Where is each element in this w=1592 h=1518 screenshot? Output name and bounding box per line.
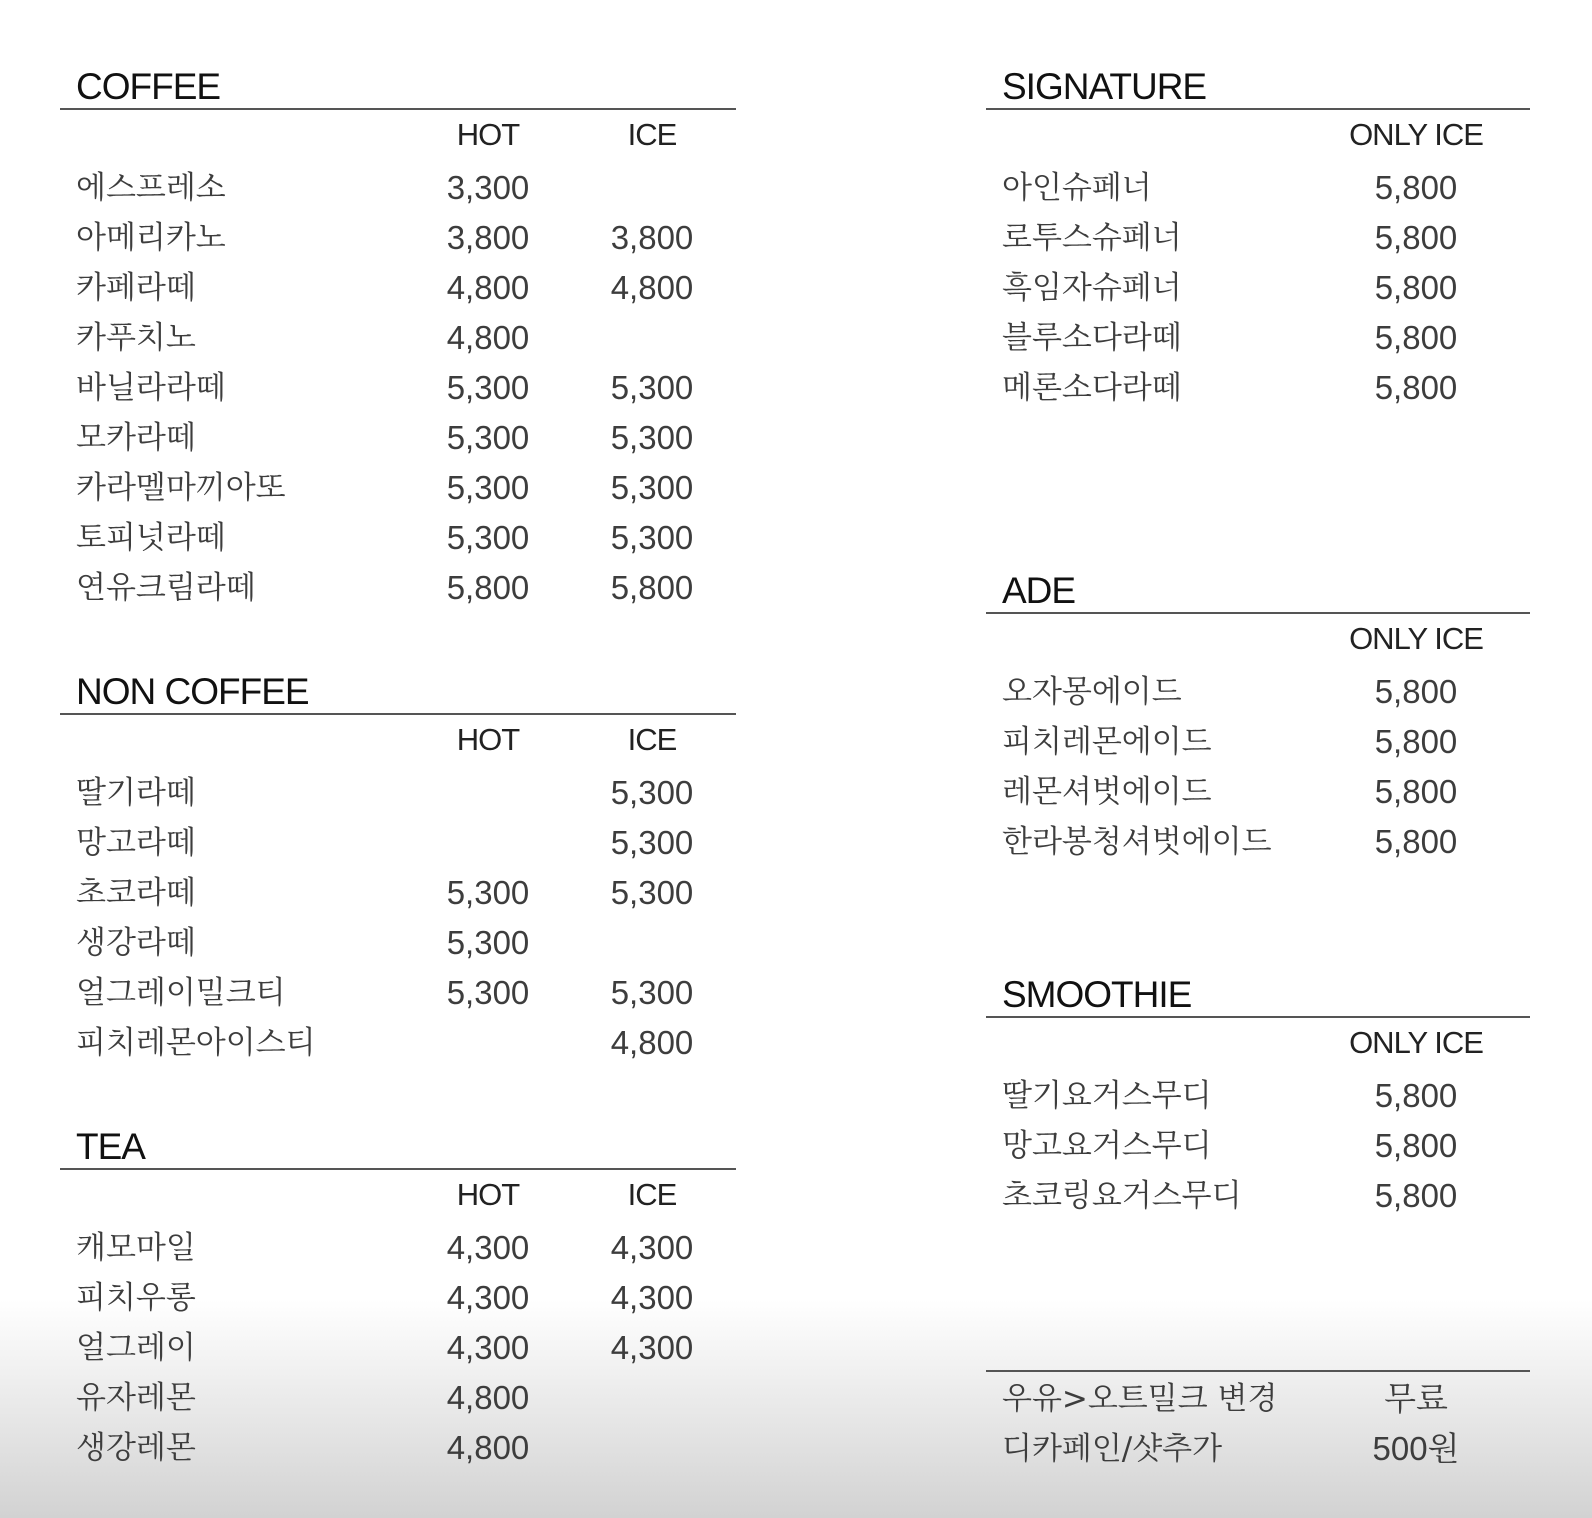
item-price: 5,800 — [1374, 1177, 1458, 1214]
item-price: 5,800 — [1374, 673, 1458, 710]
item-price: 5,800 — [1374, 723, 1458, 760]
ice-price: 3,800 — [610, 219, 694, 256]
ice-price: 4,300 — [610, 1279, 694, 1316]
item-price: 5,800 — [1374, 169, 1458, 206]
non-coffee-divider — [60, 713, 736, 715]
item-price: 5,800 — [1374, 773, 1458, 810]
item-price: 5,800 — [1374, 1127, 1458, 1164]
hot-price: 5,300 — [446, 874, 530, 911]
item-name: 메론소다라떼 — [1002, 370, 1182, 406]
item-name: 생강레몬 — [76, 1430, 196, 1466]
smoothie-divider — [986, 1016, 1530, 1018]
item-price: 5,800 — [1374, 369, 1458, 406]
item-name: 피치레몬에이드 — [1002, 724, 1212, 760]
item-name: 유자레몬 — [76, 1380, 196, 1416]
tea-hot-header: HOT — [456, 1177, 520, 1212]
hot-price: 5,300 — [446, 974, 530, 1011]
hot-price: 3,800 — [446, 219, 530, 256]
tea-title: TEA — [76, 1126, 145, 1167]
ade-divider — [986, 612, 1530, 614]
option-price: 무료 — [1384, 1380, 1448, 1417]
ice-price: 5,300 — [610, 519, 694, 556]
ice-price: 5,300 — [610, 369, 694, 406]
hot-price: 4,300 — [446, 1229, 530, 1266]
item-price: 5,800 — [1374, 219, 1458, 256]
item-price: 5,800 — [1374, 319, 1458, 356]
item-name: 토피넛라떼 — [76, 520, 226, 556]
item-name: 얼그레이밀크티 — [76, 975, 286, 1011]
tea-divider — [60, 1168, 736, 1170]
item-name: 초코라떼 — [76, 875, 196, 911]
smoothie-title: SMOOTHIE — [1002, 974, 1192, 1015]
item-name: 한라봉청셔벗에이드 — [1002, 824, 1272, 860]
hot-price: 4,800 — [446, 269, 530, 306]
hot-price: 4,800 — [446, 1379, 530, 1416]
item-name: 딸기요거스무디 — [1002, 1078, 1212, 1114]
ice-price: 4,800 — [610, 269, 694, 306]
ice-price: 5,300 — [610, 419, 694, 456]
item-name: 모카라떼 — [76, 420, 196, 456]
ade-only-ice-header: ONLY ICE — [1349, 621, 1483, 656]
smoothie-only-ice-header: ONLY ICE — [1349, 1025, 1483, 1060]
ade-title: ADE — [1002, 570, 1076, 611]
item-price: 5,800 — [1374, 823, 1458, 860]
tea-ice-header: ICE — [627, 1177, 677, 1212]
options-divider — [986, 1370, 1530, 1372]
ice-price: 5,300 — [610, 974, 694, 1011]
item-name: 레몬셔벗에이드 — [1002, 774, 1212, 810]
hot-price: 5,300 — [446, 419, 530, 456]
item-name: 아인슈페너 — [1002, 170, 1152, 206]
option-name: 디카페인/샷추가 — [1002, 1431, 1223, 1467]
hot-price: 4,800 — [446, 1429, 530, 1466]
ice-price: 5,800 — [610, 569, 694, 606]
ice-price: 5,300 — [610, 824, 694, 861]
signature-only-ice-header: ONLY ICE — [1349, 117, 1483, 152]
item-name: 망고요거스무디 — [1002, 1128, 1212, 1164]
signature-title: SIGNATURE — [1002, 66, 1207, 107]
hot-price: 3,300 — [446, 169, 530, 206]
item-price: 5,800 — [1374, 269, 1458, 306]
item-name: 피치레몬아이스티 — [76, 1025, 316, 1061]
ice-price: 4,300 — [610, 1329, 694, 1366]
hot-price: 5,300 — [446, 924, 530, 961]
hot-price: 4,800 — [446, 319, 530, 356]
signature-divider — [986, 108, 1530, 110]
non-coffee-hot-header: HOT — [456, 722, 520, 757]
ice-price: 4,800 — [610, 1024, 694, 1061]
coffee-divider — [60, 108, 736, 110]
hot-price: 5,300 — [446, 369, 530, 406]
hot-price: 5,300 — [446, 469, 530, 506]
item-name: 피치우롱 — [76, 1280, 196, 1316]
coffee-title: COFFEE — [76, 66, 221, 107]
item-price: 5,800 — [1374, 1077, 1458, 1114]
item-name: 캐모마일 — [76, 1230, 196, 1266]
item-name: 카라멜마끼아또 — [76, 470, 286, 506]
ice-price: 5,300 — [610, 469, 694, 506]
item-name: 망고라떼 — [76, 825, 196, 861]
non-coffee-ice-header: ICE — [627, 722, 677, 757]
hot-price: 5,800 — [446, 569, 530, 606]
coffee-ice-header: ICE — [627, 117, 677, 152]
ice-price: 4,300 — [610, 1229, 694, 1266]
ice-price: 5,300 — [610, 874, 694, 911]
item-name: 블루소다라떼 — [1002, 320, 1182, 356]
ice-price: 5,300 — [610, 774, 694, 811]
item-name: 카페라떼 — [76, 270, 196, 306]
option-price: 500원 — [1372, 1430, 1460, 1467]
item-name: 카푸치노 — [76, 320, 196, 356]
hot-price: 5,300 — [446, 519, 530, 556]
coffee-hot-header: HOT — [456, 117, 520, 152]
item-name: 초코링요거스무디 — [1002, 1178, 1242, 1214]
item-name: 생강라떼 — [76, 925, 196, 961]
hot-price: 4,300 — [446, 1279, 530, 1316]
option-name: 우유>오트밀크 변경 — [1002, 1381, 1278, 1417]
item-name: 얼그레이 — [76, 1330, 196, 1366]
item-name: 흑임자슈페너 — [1002, 270, 1182, 306]
item-name: 아메리카노 — [76, 220, 226, 256]
item-name: 에스프레소 — [76, 170, 226, 206]
item-name: 오자몽에이드 — [1002, 674, 1182, 710]
item-name: 딸기라떼 — [76, 775, 196, 811]
non-coffee-title: NON COFFEE — [76, 671, 309, 712]
item-name: 바닐라라떼 — [76, 370, 226, 406]
hot-price: 4,300 — [446, 1329, 530, 1366]
item-name: 연유크림라떼 — [76, 570, 256, 606]
item-name: 로투스슈페너 — [1002, 220, 1182, 256]
